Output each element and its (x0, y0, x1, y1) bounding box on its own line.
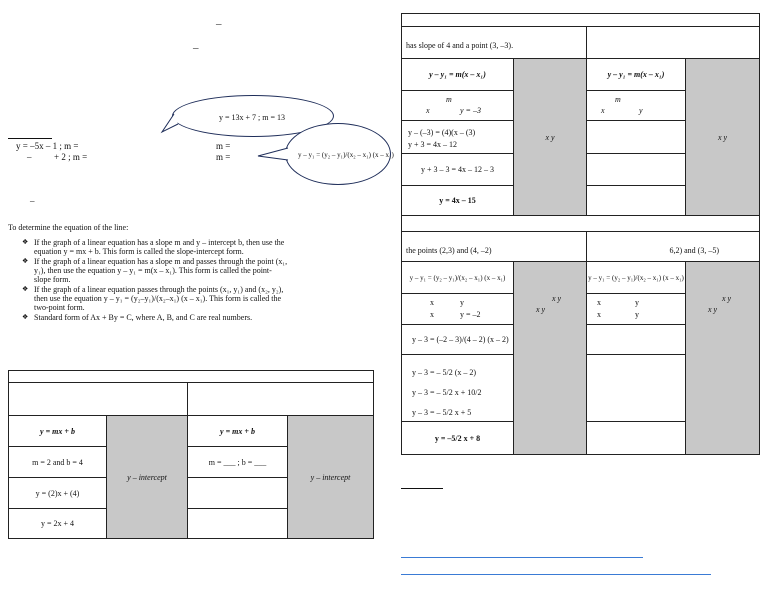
intro-text: To determine the equation of the line: (8, 223, 129, 232)
given-values: x y x y (586, 293, 686, 325)
example-1: y = –5x – 1 ; m = (16, 141, 79, 151)
answer-blank[interactable]: m = ___ ; b = ___ (187, 446, 288, 478)
formula-cell: y – y₁ = (y₂ – y₁)/(x₂ – x₁) (x – x₁) (401, 261, 514, 294)
answer-blank[interactable] (586, 185, 686, 216)
side-label: y – intercept (106, 415, 188, 539)
rule (401, 488, 443, 489)
simplify-step: y + 3 – 3 = 4x – 12 – 3 (401, 153, 514, 186)
answer-blank[interactable] (586, 153, 686, 186)
mark: – (30, 196, 35, 206)
mark: – (216, 18, 222, 30)
answer-blank[interactable] (586, 120, 686, 154)
final-equation: y = 4x – 15 (401, 185, 514, 216)
side-label: y – intercept (287, 415, 374, 539)
bubble-tail (256, 146, 290, 162)
example-2-answer: m = (216, 152, 231, 162)
side-label: x y (513, 58, 587, 216)
final-equation: y = 2x + 4 (8, 508, 107, 539)
substitution: y – (–3) = (4)(x – (3) y + 3 = 4x – 12 (401, 120, 514, 154)
bubble-text: y = 13x + 7 ; m = 13 (219, 113, 285, 122)
problem-title: the points (2,3) and (4, –2) (401, 231, 587, 262)
problem-title: has slope of 4 and a point (3, –3). (401, 26, 587, 59)
formula-cell: y – y₁ = m(x – x₁) (586, 58, 686, 91)
example-1-answer: m = (216, 141, 231, 151)
link-underline[interactable] (401, 557, 643, 558)
final-equation: y = –5/2 x + 8 (401, 421, 514, 455)
given-values: x y x y = –2 (401, 293, 514, 325)
form-two-point: ❖ If the graph of a linear equation passes through the points (x₁, y₁) and (x₂, y₂), then use the equation y – y₁ = (y₂–y₁)/(x₂–x₁) (x – x₁). This form is called the two-point form. (18, 285, 288, 312)
given-values: m x y (586, 90, 686, 121)
answer-blank[interactable] (187, 477, 288, 509)
substitution: y – 3 = (–2 – 3)/(4 – 2) (x – 2) (401, 324, 514, 355)
form-standard: ❖ Standard form of Ax + By = C, where A, B, and C are real numbers. (18, 313, 288, 322)
side-label: x y (685, 58, 760, 216)
form-list (18, 238, 288, 323)
answer-blank[interactable] (586, 421, 686, 455)
bubble-text: y – y₁ = (y₂ – y₁)/(x₂ – x₁) (x – x₁) (298, 151, 394, 159)
rule (8, 138, 52, 139)
speech-bubble-two-point (285, 123, 394, 185)
answer-blank[interactable] (586, 324, 686, 355)
link-underline[interactable] (401, 574, 711, 575)
formula-cell: y = mx + b (8, 415, 107, 447)
simplify-steps: y – 3 = – 5/2 (x – 2) y – 3 = – 5/2 x + 10/2 y – 3 = – 5/2 x + 5 (401, 354, 514, 422)
mark: – (27, 152, 32, 162)
given-values: m x y = –3 (401, 90, 514, 121)
answer-blank[interactable] (586, 354, 686, 422)
formula-cell: y – y₁ = m(x – x₁) (401, 58, 514, 91)
formula-cell: y = mx + b (187, 415, 288, 447)
substitution: y = (2)x + (4) (8, 477, 107, 509)
given-values: m = 2 and b = 4 (8, 446, 107, 478)
side-label: x y x y (513, 261, 587, 455)
side-label: x y x y (685, 261, 760, 455)
formula-cell: y – y₁ = (y₂ – y₁)/(x₂ – x₁) (x – x₁) (586, 261, 686, 294)
mark: – (193, 42, 199, 54)
example-2: + 2 ; m = (54, 152, 88, 162)
form-point-slope: ❖ If the graph of a linear equation has a slope m and passes through the point (x₁, y₁), then use the equation y – y₁ = m(x – x₁). This form is called the point-slope form. (18, 257, 288, 284)
bubble-tail (160, 112, 180, 134)
answer-blank[interactable] (187, 508, 288, 539)
form-slope-intercept: ❖ If the graph of a linear equation has a slope m and y – intercept b, then use the equation y = mx + b. This form is called the slope-intercept form. (18, 238, 288, 256)
problem-title: 6,2) and (3, –5) (586, 231, 760, 262)
